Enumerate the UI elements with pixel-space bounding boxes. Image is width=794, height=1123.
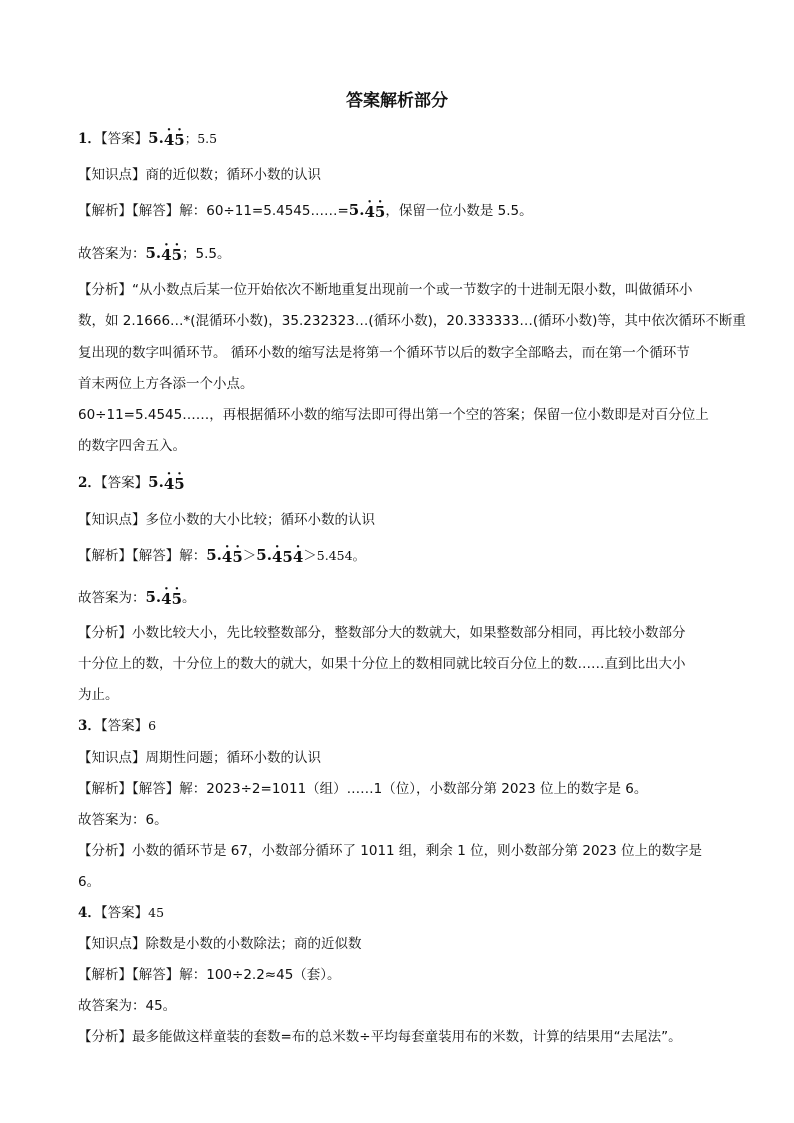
rep-int: 5. xyxy=(148,473,164,491)
q4-answer: 45 xyxy=(148,905,165,920)
q1-number: 1． xyxy=(78,131,101,147)
q4-jx-tag: 【解析】【解答】 xyxy=(78,967,180,983)
q1-kp-tag: 【知识点】 xyxy=(78,167,146,183)
q2-gd-pre: 故答案为： xyxy=(78,590,146,606)
q4-kp-text: 除数是小数的小数除法；商的近似数 xyxy=(145,936,362,952)
q1-knowledge-line xyxy=(78,165,748,185)
rep-digit: 5 · xyxy=(174,130,184,150)
page-title: 答案解析部分 xyxy=(346,91,448,111)
q3-jx-tag: 【解析】【解答】 xyxy=(78,781,180,797)
rep-digit: 5 · xyxy=(232,547,242,567)
rep-digit: 5 · xyxy=(172,245,182,265)
q4-number: 4． xyxy=(78,905,101,921)
q3-fx-tag: 【分析】 xyxy=(78,843,132,859)
q4-solution-line xyxy=(78,965,748,985)
q2-answer-line xyxy=(78,472,748,493)
q1-analysis-l6: 的数字四舍五入。 xyxy=(78,438,186,454)
rep-digit: 4 · xyxy=(161,245,171,265)
q2-jx-pre: 解： xyxy=(179,548,207,564)
q1-answer-tag: 【答案】 xyxy=(100,131,149,147)
q3-knowledge-line xyxy=(78,748,748,768)
q3-analysis-l2: 6。 xyxy=(78,874,101,890)
q1-answer-line xyxy=(78,128,748,149)
q2-jx-tail: 5.454。 xyxy=(316,548,366,563)
q3-final-line: 故答案为：6。 xyxy=(78,812,168,828)
q1-jx-repeating xyxy=(349,201,386,219)
rep-digit: 5 xyxy=(282,548,293,566)
rep-digit: 4 · xyxy=(222,547,232,567)
q4-kp-tag: 【知识点】 xyxy=(78,936,146,952)
q2-fx-l1: 小数比较大小，先比较整数部分，整数部分大的数就大，如果整数部分相同，再比较小数部分 xyxy=(132,625,686,641)
rep-digit: 4 · xyxy=(164,474,174,494)
q2-kp-tag: 【知识点】 xyxy=(78,512,146,528)
q2-analysis-l3: 为止。 xyxy=(78,687,119,703)
q1-solution-line xyxy=(78,200,748,221)
rep-int: 5. xyxy=(256,546,272,564)
q4-answer-line xyxy=(78,903,748,923)
rep-digit: 4 · xyxy=(272,547,282,567)
q1-jx-pre: 解：60÷11=5.4545……= xyxy=(179,203,349,219)
q1-jx-tag: 【解析】【解答】 xyxy=(78,203,180,219)
q1-analysis-l1 xyxy=(78,280,748,300)
q3-answer-line xyxy=(78,716,748,736)
q2-solution-line xyxy=(78,545,748,566)
rep-int: 5. xyxy=(148,129,164,147)
q3-analysis-l1 xyxy=(78,841,748,861)
q1-gd-post: ；5.5。 xyxy=(182,246,231,262)
q4-fx-l1: 最多能做这样童装的套数=布的总米数÷平均每套童装用布的米数，计算的结果用“去尾法”。 xyxy=(132,1029,682,1045)
q1-final-line xyxy=(78,243,748,264)
q3-jx-text: 解：2023÷2=1011（组）……1（位），小数部分第 2023 位上的数字是 6。 xyxy=(179,781,648,797)
rep-int: 5. xyxy=(348,201,365,219)
rep-int: 5. xyxy=(145,588,162,606)
q4-knowledge-line xyxy=(78,934,748,954)
q1-analysis-l3: 复出现的数字叫循环节。 循环小数的缩写法是将第一个循环节以后的数字全部略去，而在第一个循环节 xyxy=(78,345,690,361)
q3-answer: 6 xyxy=(148,718,157,733)
q2-analysis-l1 xyxy=(78,623,748,643)
q3-solution-line xyxy=(78,779,748,799)
q2-fx-tag: 【分析】 xyxy=(78,625,132,641)
rep-digit: 4 · xyxy=(161,589,171,609)
q2-number: 2． xyxy=(78,475,101,491)
q1-answer-rest: ；5.5 xyxy=(184,131,218,146)
q3-number: 3． xyxy=(78,718,101,734)
q2-rep-b xyxy=(256,546,303,564)
q4-analysis-l1 xyxy=(78,1027,748,1047)
q1-gd-repeating xyxy=(146,244,183,262)
q4-jx-text: 解：100÷2.2≈45（套）。 xyxy=(179,967,341,983)
q2-kp-text: 多位小数的大小比较；循环小数的认识 xyxy=(145,512,375,528)
q1-fx-tag: 【分析】 xyxy=(78,282,132,298)
rep-digit: 4 · xyxy=(364,202,374,222)
q2-knowledge-line xyxy=(78,510,748,530)
q2-gt-2: ＞ xyxy=(303,548,317,564)
q2-final-line xyxy=(78,587,748,608)
rep-digit: 4 · xyxy=(164,130,174,150)
q3-kp-tag: 【知识点】 xyxy=(78,750,146,766)
rep-int: 5. xyxy=(145,244,162,262)
q1-analysis-l4: 首末两位上方各添一个小点。 xyxy=(78,376,254,392)
q3-fx-l1: 小数的循环节是 67，小数部分循环了 1011 组，剩余 1 位，则小数部分第 2023 位上的数字是 xyxy=(132,843,703,859)
rep-int: 5. xyxy=(206,546,222,564)
q2-repeating-decimal xyxy=(148,473,185,491)
rep-digit: 5 · xyxy=(172,589,182,609)
q3-kp-text: 周期性问题；循环小数的认识 xyxy=(145,750,321,766)
q1-kp-text: 商的近似数；循环小数的认识 xyxy=(145,167,321,183)
q4-fx-tag: 【分析】 xyxy=(78,1029,132,1045)
q1-analysis-l2: 数，如 2.1666…*(混循环小数)，35.232323…(循环小数)，20.333333…(循环小数)等，其中依次循环不断重 xyxy=(78,313,746,329)
q1-gd-pre: 故答案为： xyxy=(78,246,146,262)
q2-rep-a xyxy=(206,546,243,564)
q2-jx-tag: 【解析】【解答】 xyxy=(78,548,180,564)
q1-jx-post: ，保留一位小数是 5.5。 xyxy=(385,203,533,219)
q4-final-line: 故答案为：45。 xyxy=(78,998,177,1014)
q2-gd-repeating xyxy=(146,588,183,606)
q2-analysis-l2: 十分位上的数，十分位上的数大的就大，如果十分位上的数相同就比较百分位上的数……直到比出大小 xyxy=(78,656,686,672)
q2-gt-1: ＞ xyxy=(242,548,257,564)
q1-fx-l1: “从小数点后某一位开始依次不断地重复出现前一个或一节数字的十进制无限小数，叫做循环小 xyxy=(132,282,693,298)
rep-digit: 5 · xyxy=(174,474,184,494)
q1-repeating-decimal xyxy=(148,129,185,147)
q4-answer-tag: 【答案】 xyxy=(100,905,149,921)
q2-answer-tag: 【答案】 xyxy=(100,475,149,491)
rep-digit: 5 · xyxy=(375,202,385,222)
q2-gd-post: 。 xyxy=(182,590,196,606)
q1-analysis-l5: 60÷11=5.4545……，再根据循环小数的缩写法即可得出第一个空的答案；保留一位小数即是对百分位上 xyxy=(78,407,709,423)
rep-digit: 4 · xyxy=(293,547,303,567)
q3-answer-tag: 【答案】 xyxy=(100,718,149,734)
